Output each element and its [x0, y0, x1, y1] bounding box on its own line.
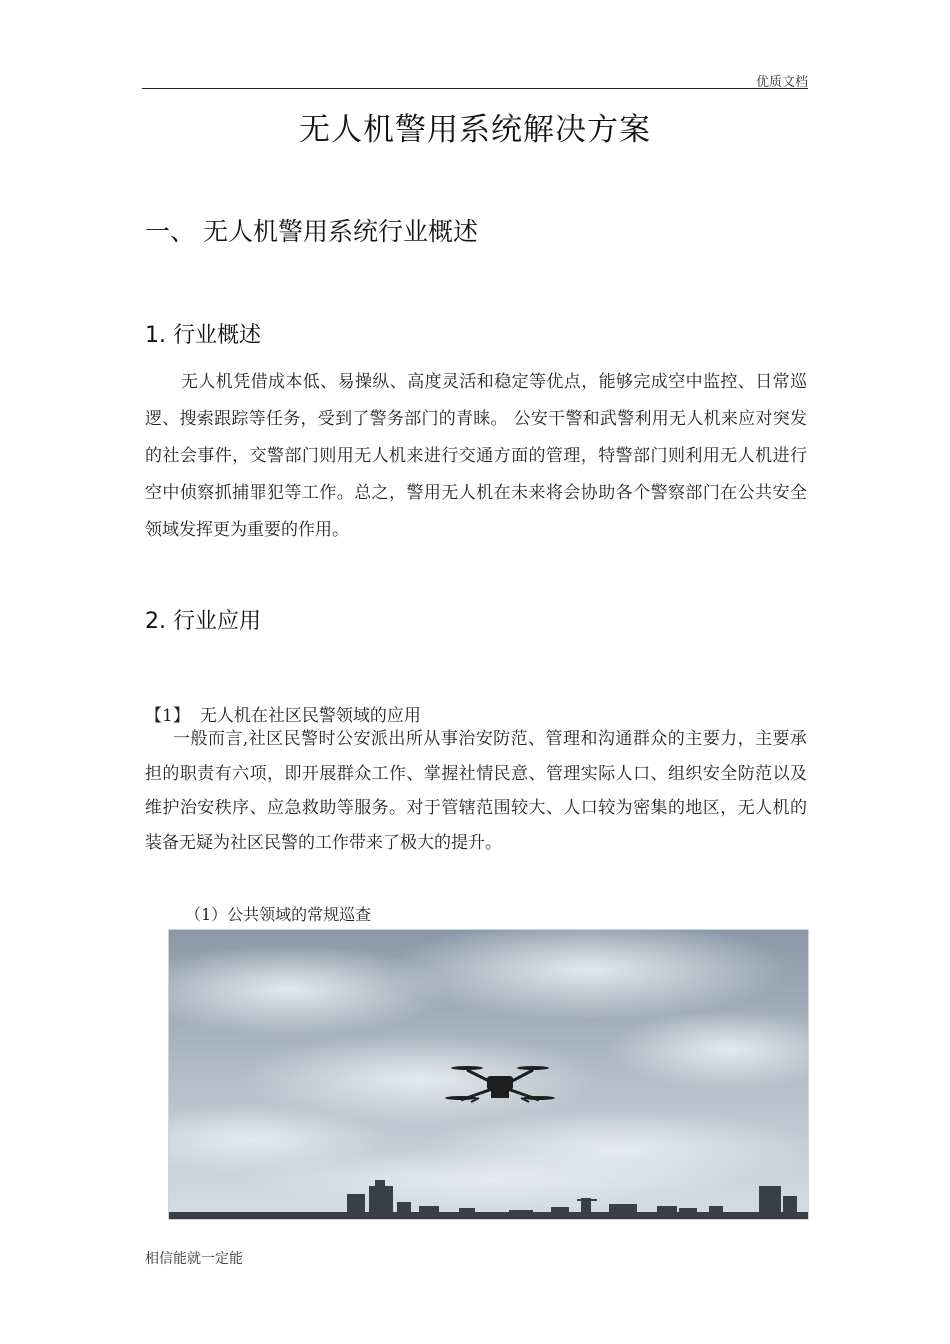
- section-heading-overview: 一、 无人机警用系统行业概述: [145, 217, 478, 246]
- application-marker: 【1】: [145, 706, 190, 726]
- subsection-heading-industry-overview: 1. 行业概述: [145, 323, 261, 348]
- header-label: 优质文档: [755, 75, 808, 90]
- footer-text: 相信能就一定能: [145, 1251, 243, 1267]
- header-rule: [142, 88, 808, 89]
- document-title: 无人机警用系统解决方案: [299, 112, 651, 148]
- application-title: 无人机在社区民警领域的应用: [199, 706, 421, 726]
- subsection-heading-industry-applications: 2. 行业应用: [145, 609, 261, 634]
- paragraph-community-police: 一般而言,社区民警时公安派出所从事治安防范、管理和沟通群众的主要力，主要承担的职责有六项，即开展群众工作、掌握社情民意、管理实际人口、组织安全防范以及维护治安秩序、应急救助等服务。对于管辖范围较大、人口较为密集的地区，无人机的装备无疑为社区民警的工作带来了极大的提升。: [145, 729, 807, 853]
- item-label-public-patrol: （1）公共领域的常规巡查: [185, 905, 372, 924]
- drone-photo: [168, 929, 809, 1220]
- paragraph-industry-overview: 无人机凭借成本低、易操纵、高度灵活和稳定等优点，能够完成空中监控、日常巡逻、搜索跟踪等任务，受到了警务部门的青睐。 公安干警和武警利用无人机来应对突发的社会事件，交警部门则用无人机来进行交通方面的管理，特警部门则利用无人机进行空中侦察抓捕罪犯等工作。总之，警用无人机在未来将会协助各个警察部门在公共安全领域发挥更为重要的作用。: [145, 372, 807, 540]
